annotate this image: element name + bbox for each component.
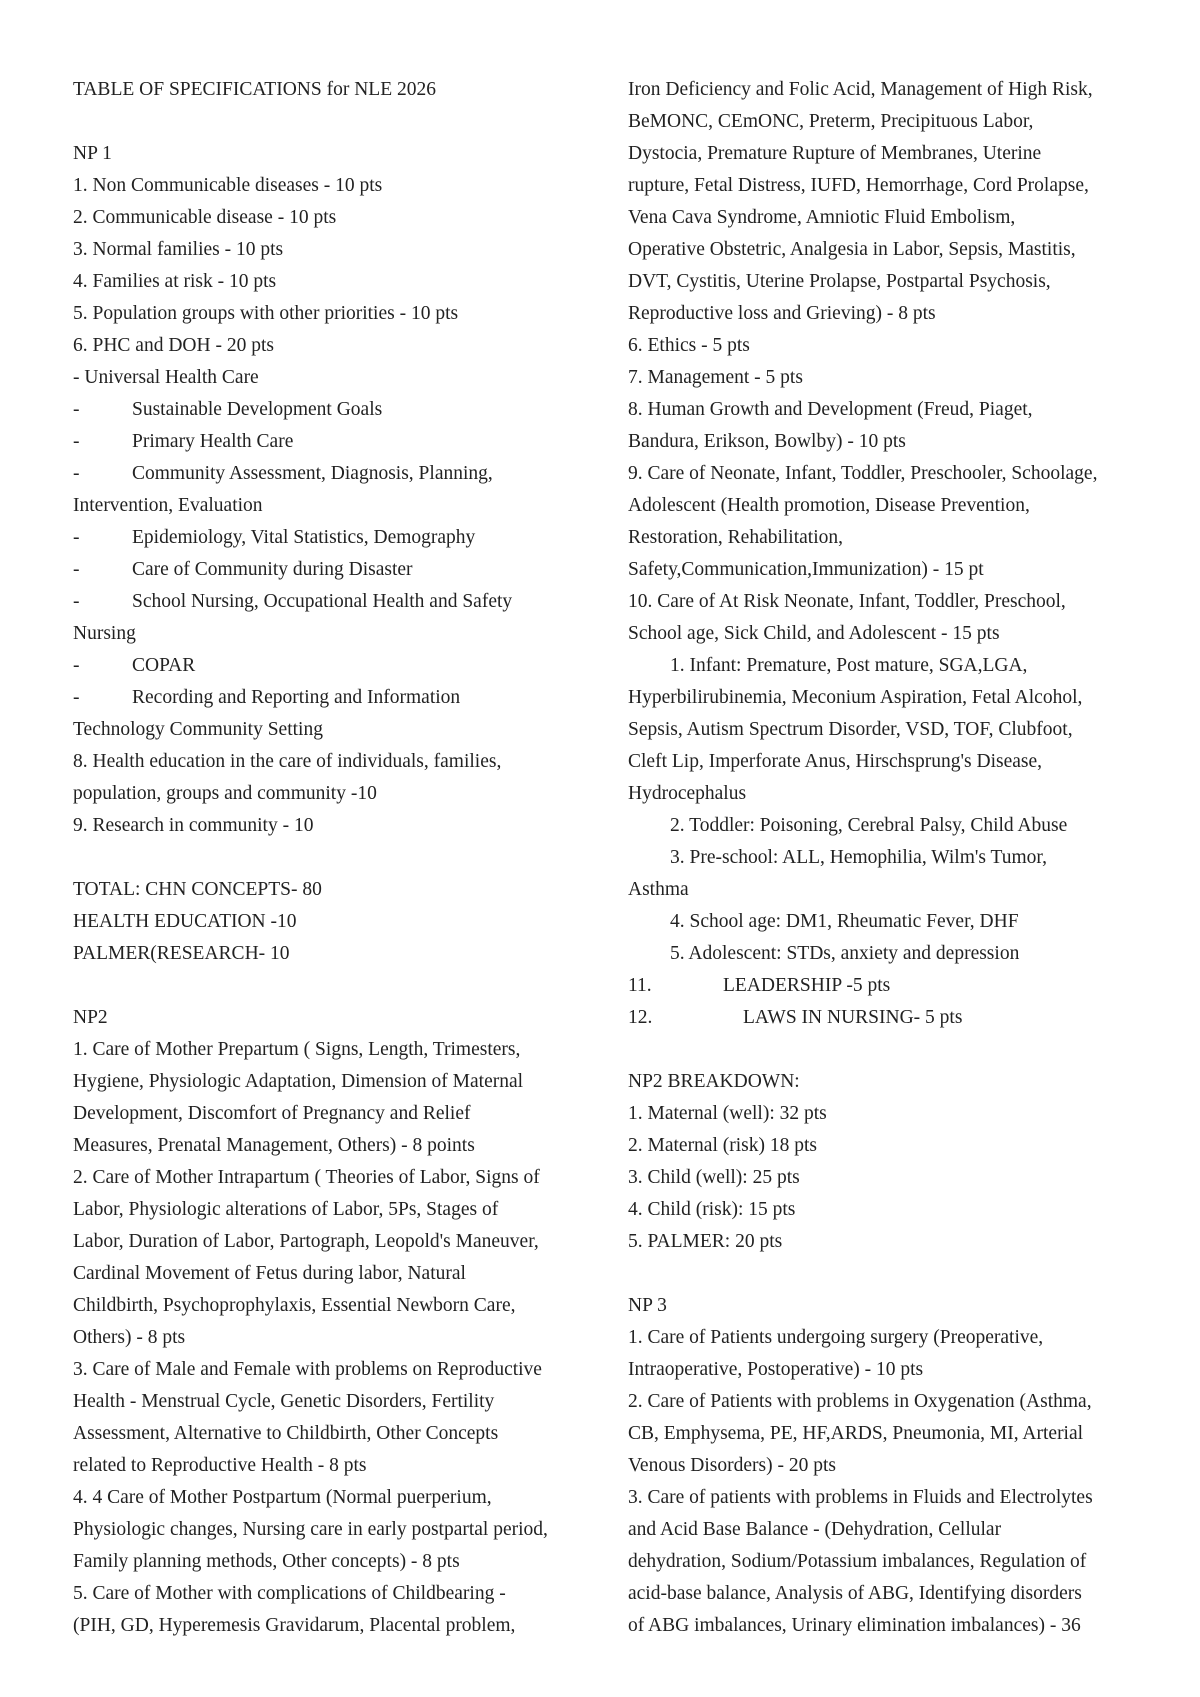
- np2-item-9: 9. Care of Neonate, Infant, Toddler, Preschooler, Schoolage,: [628, 463, 1098, 484]
- np2-item-8: 8. Human Growth and Development (Freud, Piaget,: [628, 399, 1033, 420]
- np2-text-line: rupture, Fetal Distress, IUFD, Hemorrhage, Cord Prolapse,: [628, 175, 1089, 196]
- np1-sub-item: [73, 650, 603, 682]
- np1-sub-item: - Universal Health Care: [73, 367, 259, 388]
- np3-text-line: Intraoperative, Postoperative) - 10 pts: [628, 1359, 924, 1380]
- np2-text-line: Labor, Physiologic alterations of Labor, 5Ps, Stages of: [73, 1199, 499, 1220]
- bullet-marker: -: [73, 687, 80, 708]
- np3-text-line: 3. Care of patients with problems in Fluids and Electrolytes: [628, 1487, 1093, 1508]
- np2-item-6: 6. Ethics - 5 pts: [628, 335, 750, 356]
- np2-text-line: DVT, Cystitis, Uterine Prolapse, Postpartal Psychosis,: [628, 271, 1051, 292]
- np2-text-line: Iron Deficiency and Folic Acid, Management of High Risk,: [628, 79, 1093, 100]
- section-heading-np1: NP 1: [73, 143, 112, 164]
- np1-sub-item: [73, 426, 603, 458]
- blank-line: [73, 106, 603, 138]
- bullet-marker: -: [73, 399, 80, 420]
- np1-sub-item: [73, 522, 603, 554]
- bullet-marker: -: [73, 591, 80, 612]
- np2-text-line: Hygiene, Physiologic Adaptation, Dimension of Maternal: [73, 1071, 524, 1092]
- np3-text-line: CB, Emphysema, PE, HF,ARDS, Pneumonia, MI, Arterial: [628, 1423, 1084, 1444]
- np1-sub-item: [73, 554, 603, 586]
- left-column: [73, 74, 603, 1642]
- bullet-marker: -: [73, 431, 80, 452]
- np2-item-7: 7. Management - 5 pts: [628, 367, 803, 388]
- np1-sub-item: [73, 394, 603, 426]
- blank-line: [628, 1034, 1148, 1066]
- np2-text-line: Health - Menstrual Cycle, Genetic Disorders, Fertility: [73, 1391, 495, 1412]
- blank-line: [73, 842, 603, 874]
- np2-item-11: [628, 970, 1148, 1002]
- np1-item-3: 3. Normal families - 10 pts: [73, 239, 284, 260]
- np2-text-line: Measures, Prenatal Management, Others) - 8 points: [73, 1135, 475, 1156]
- breakdown-item: 5. PALMER: 20 pts: [628, 1231, 783, 1252]
- np2-text-line: Physiologic changes, Nursing care in early postpartal period,: [73, 1519, 548, 1540]
- np3-text-line: of ABG imbalances, Urinary elimination imbalances) - 36: [628, 1615, 1081, 1636]
- np2-text-line: 4. 4 Care of Mother Postpartum (Normal puerperium,: [73, 1487, 492, 1508]
- np2-text-line: Cardinal Movement of Fetus during labor, Natural: [73, 1263, 466, 1284]
- bullet-marker: -: [73, 527, 80, 548]
- np2-sub-item: 1. Infant: Premature, Post mature, SGA,LGA,: [670, 655, 1028, 676]
- np1-sub-item: [73, 458, 603, 490]
- np2-text-line: Labor, Duration of Labor, Partograph, Leopold's Maneuver,: [73, 1231, 539, 1252]
- total-line: TOTAL: CHN CONCEPTS- 80: [73, 879, 322, 900]
- total-line: PALMER(RESEARCH- 10: [73, 943, 290, 964]
- np2-text-line: Bandura, Erikson, Bowlby) - 10 pts: [628, 431, 906, 452]
- np2-text-line: 1. Care of Mother Prepartum ( Signs, Length, Trimesters,: [73, 1039, 521, 1060]
- np1-item-1: 1. Non Communicable diseases - 10 pts: [73, 175, 383, 196]
- breakdown-item: 2. Maternal (risk) 18 pts: [628, 1135, 818, 1156]
- bullet-marker: -: [73, 559, 80, 580]
- np2-text-line: Development, Discomfort of Pregnancy and Relief: [73, 1103, 471, 1124]
- item-number: 11.: [628, 975, 652, 996]
- document-title: TABLE OF SPECIFICATIONS for NLE 2026: [73, 79, 436, 100]
- sub-item-text: Sustainable Development Goals: [132, 399, 383, 420]
- sub-item-text: Care of Community during Disaster: [132, 559, 413, 580]
- section-heading-np2: NP2: [73, 1007, 108, 1028]
- np1-item-6: 6. PHC and DOH - 20 pts: [73, 335, 274, 356]
- sub-item-text: COPAR: [132, 655, 196, 676]
- np2-text-line: School age, Sick Child, and Adolescent - 15 pts: [628, 623, 1000, 644]
- np2-text-line: Others) - 8 pts: [73, 1327, 186, 1348]
- np2-text-line: (PIH, GD, Hyperemesis Gravidarum, Placental problem,: [73, 1615, 516, 1636]
- np2-item-10: 10. Care of At Risk Neonate, Infant, Toddler, Preschool,: [628, 591, 1066, 612]
- np1-item-8-continued: population, groups and community -10: [73, 783, 377, 804]
- np2-text-line: Operative Obstetric, Analgesia in Labor, Sepsis, Mastitis,: [628, 239, 1076, 260]
- np2-text-line: Safety,Communication,Immunization) - 15 pt: [628, 559, 984, 580]
- item-number: 12.: [628, 1007, 653, 1028]
- np3-text-line: Venous Disorders) - 20 pts: [628, 1455, 836, 1476]
- np2-text-line: Family planning methods, Other concepts) - 8 pts: [73, 1551, 460, 1572]
- np2-text-line: Asthma: [628, 879, 689, 900]
- item-text: LEADERSHIP -5 pts: [723, 975, 891, 996]
- np1-sub-item: [73, 682, 603, 714]
- np2-text-line: Hydrocephalus: [628, 783, 747, 804]
- right-column: [628, 74, 1148, 1642]
- np2-sub-item: 4. School age: DM1, Rheumatic Fever, DHF: [670, 911, 1019, 932]
- np3-text-line: and Acid Base Balance - (Dehydration, Cellular: [628, 1519, 1002, 1540]
- total-line: HEALTH EDUCATION -10: [73, 911, 297, 932]
- np3-text-line: dehydration, Sodium/Potassium imbalances, Regulation of: [628, 1551, 1087, 1572]
- sub-item-text: School Nursing, Occupational Health and Safety: [132, 591, 513, 612]
- np2-text-line: 2. Care of Mother Intrapartum ( Theories of Labor, Signs of: [73, 1167, 540, 1188]
- sub-item-text: Community Assessment, Diagnosis, Planning,: [132, 463, 493, 484]
- np1-item-2: 2. Communicable disease - 10 pts: [73, 207, 337, 228]
- np1-sub-item: [73, 586, 603, 618]
- np2-text-line: Sepsis, Autism Spectrum Disorder, VSD, TOF, Clubfoot,: [628, 719, 1073, 740]
- np2-text-line: Childbirth, Psychoprophylaxis, Essential Newborn Care,: [73, 1295, 516, 1316]
- np2-text-line: Vena Cava Syndrome, Amniotic Fluid Embolism,: [628, 207, 1016, 228]
- bullet-marker: -: [73, 655, 80, 676]
- sub-item-text: Epidemiology, Vital Statistics, Demography: [132, 527, 476, 548]
- item-text: LAWS IN NURSING- 5 pts: [743, 1007, 963, 1028]
- np2-text-line: 3. Care of Male and Female with problems on Reproductive: [73, 1359, 542, 1380]
- np2-sub-item: 2. Toddler: Poisoning, Cerebral Palsy, Child Abuse: [670, 815, 1068, 836]
- sub-item-text: Recording and Reporting and Information: [132, 687, 461, 708]
- np1-sub-item-continued: Intervention, Evaluation: [73, 495, 263, 516]
- np2-text-line: related to Reproductive Health - 8 pts: [73, 1455, 367, 1476]
- np2-sub-item: 5. Adolescent: STDs, anxiety and depression: [670, 943, 1020, 964]
- np1-item-5: 5. Population groups with other priorities - 10 pts: [73, 303, 459, 324]
- np1-sub-item-continued: Nursing: [73, 623, 136, 644]
- np2-text-line: BeMONC, CEmONC, Preterm, Precipituous Labor,: [628, 111, 1034, 132]
- np2-item-12: [628, 1002, 1148, 1034]
- blank-line: [628, 1258, 1148, 1290]
- np3-text-line: acid-base balance, Analysis of ABG, Identifying disorders: [628, 1583, 1082, 1604]
- np2-text-line: Adolescent (Health promotion, Disease Prevention,: [628, 495, 1030, 516]
- bullet-marker: -: [73, 463, 80, 484]
- section-heading-np2-breakdown: NP2 BREAKDOWN:: [628, 1071, 800, 1092]
- np1-item-8: 8. Health education in the care of individuals, families,: [73, 751, 502, 772]
- np2-text-line: Assessment, Alternative to Childbirth, Other Concepts: [73, 1423, 499, 1444]
- np2-text-line: Cleft Lip, Imperforate Anus, Hirschsprung's Disease,: [628, 751, 1043, 772]
- breakdown-item: 1. Maternal (well): 32 pts: [628, 1103, 827, 1124]
- np1-item-9: 9. Research in community - 10: [73, 815, 314, 836]
- breakdown-item: 4. Child (risk): 15 pts: [628, 1199, 796, 1220]
- np2-text-line: Dystocia, Premature Rupture of Membranes, Uterine: [628, 143, 1042, 164]
- np2-text-line: 5. Care of Mother with complications of Childbearing -: [73, 1583, 506, 1604]
- np3-text-line: 1. Care of Patients undergoing surgery (Preoperative,: [628, 1327, 1044, 1348]
- np2-text-line: Restoration, Rehabilitation,: [628, 527, 844, 548]
- np2-text-line: Reproductive loss and Grieving) - 8 pts: [628, 303, 936, 324]
- np3-text-line: 2. Care of Patients with problems in Oxygenation (Asthma,: [628, 1391, 1092, 1412]
- np1-sub-item-continued: Technology Community Setting: [73, 719, 323, 740]
- section-heading-np3: NP 3: [628, 1295, 667, 1316]
- np2-sub-item: 3. Pre-school: ALL, Hemophilia, Wilm's Tumor,: [670, 847, 1047, 868]
- np1-item-4: 4. Families at risk - 10 pts: [73, 271, 277, 292]
- blank-line: [73, 970, 603, 1002]
- np2-text-line: Hyperbilirubinemia, Meconium Aspiration, Fetal Alcohol,: [628, 687, 1083, 708]
- sub-item-text: Primary Health Care: [132, 431, 294, 452]
- breakdown-item: 3. Child (well): 25 pts: [628, 1167, 800, 1188]
